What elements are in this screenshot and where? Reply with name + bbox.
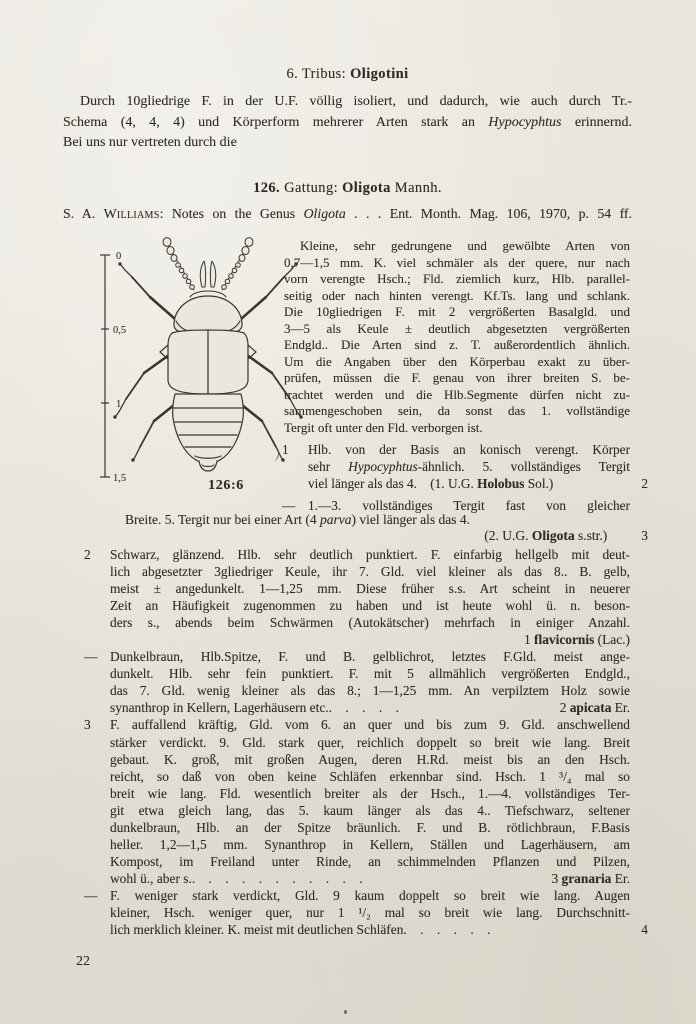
text-segment: erinnernd. bbox=[561, 114, 632, 130]
text-line bbox=[284, 354, 630, 371]
text-segment: Oligota bbox=[303, 206, 346, 221]
text-segment: Er. bbox=[611, 700, 630, 716]
text-line bbox=[308, 441, 630, 458]
line-text bbox=[110, 699, 399, 716]
text-segment: lich abgesetzter 3gliedriger Keule, ihr 7. Gld. viel kleiner als das 8.. B. gelb, bbox=[110, 564, 630, 580]
text-segment: Durch 10gliedrige F. in der U.F. völlig isoliert, und dadurch, wie auch durch Tr.- bbox=[80, 94, 632, 109]
text-segment: Holobus bbox=[477, 476, 525, 492]
text-line bbox=[284, 238, 630, 255]
key-subgenus-line bbox=[63, 528, 648, 544]
text-line bbox=[110, 921, 648, 938]
text-segment: Die 10gliedrigen F. mit 2 vergrößerten Basalgld. und bbox=[284, 304, 630, 320]
scale-bar bbox=[100, 255, 110, 477]
text-line bbox=[110, 819, 630, 836]
text-segment: git etwa gleich lang, das 5. kaum länger als das 4.. Tiefschwarz, seltener bbox=[110, 802, 630, 818]
text-line bbox=[110, 870, 630, 887]
text-line bbox=[110, 682, 630, 699]
text-line bbox=[110, 614, 630, 631]
text-line bbox=[284, 288, 630, 305]
text-segment: Zeit an Häufigkeit zugenommen zu haben und ist heute wohl ü. n. beson- bbox=[110, 598, 630, 614]
text-line bbox=[110, 802, 630, 819]
text-line bbox=[110, 734, 630, 751]
text-segment: dunkelt. Hlb. sehr fein punktiert. F. mit 5 allmählich vergrößerten Endgld., bbox=[110, 666, 630, 682]
text-line bbox=[284, 337, 630, 354]
text-line bbox=[110, 768, 630, 785]
text-segment: 3 bbox=[551, 870, 562, 886]
beetle-antennae bbox=[163, 238, 253, 290]
text-segment: ) viel länger als das 4. bbox=[351, 512, 470, 527]
text-line bbox=[110, 580, 630, 597]
couplet-marker: 1 bbox=[282, 442, 289, 457]
text-segment: 1 bbox=[524, 632, 535, 648]
text-line bbox=[110, 751, 630, 768]
text-segment: 4 bbox=[641, 922, 648, 938]
figure-caption: 126:6 bbox=[208, 478, 244, 493]
text-line bbox=[63, 133, 632, 154]
text-segment: Schwarz, glänzend. Hlb. sehr deutlich punktiert. F. einfarbig hellgelb mit deut- bbox=[110, 547, 630, 562]
couplet-marker: — bbox=[84, 649, 98, 665]
text-line bbox=[110, 716, 630, 733]
text-segment: viel länger als das 4. (1. U.G. bbox=[308, 476, 478, 492]
scale-tick-label: 1,5 bbox=[113, 473, 127, 484]
text-line bbox=[110, 836, 630, 853]
text-segment: Sol.) bbox=[524, 476, 554, 492]
tribus-heading bbox=[63, 66, 632, 83]
text-line bbox=[63, 113, 632, 134]
text-line bbox=[110, 853, 630, 870]
text-segment: Williams bbox=[103, 206, 160, 221]
scan-artifact bbox=[344, 1010, 347, 1014]
text-segment: sammengeschoben sein, da sonst das 1. vollständige bbox=[284, 403, 630, 419]
text-segment: Mannh. bbox=[390, 180, 442, 196]
key-couplet-3 bbox=[84, 716, 630, 886]
text-segment: Breite. 5. Tergit nur bei einer Art (4 bbox=[125, 512, 321, 527]
text-segment: flavicornis bbox=[534, 632, 595, 648]
reference-line bbox=[63, 206, 632, 222]
text-line bbox=[110, 904, 630, 921]
text-segment: Tergit oft unter den Fld. verborgen ist. bbox=[284, 420, 483, 436]
text-segment: Dunkelbraun, Hlb.Spitze, F. und B. gelblichrot, letztes F.Gld. meist ange- bbox=[110, 649, 630, 665]
text-line bbox=[284, 370, 630, 387]
text-line bbox=[284, 403, 630, 420]
text-segment: heller. 1,2—1,5 mm. Synanthrop in Kellern, Ställen und Lagerhäusern, am bbox=[110, 836, 630, 852]
text-segment: vorn verengte Hsch.; Fld. ziemlich kurz, Hlb. parallel- bbox=[284, 271, 630, 287]
subgenus-label bbox=[484, 528, 633, 544]
key-ref-or-species bbox=[560, 699, 630, 716]
text-segment: parva bbox=[320, 512, 352, 527]
text-segment: trachtet werden und die Hlb.Segmente dürfen nicht zu- bbox=[284, 386, 630, 402]
scale-tick-label: 0,5 bbox=[113, 325, 127, 336]
text-segment: reicht, so daß von oben keine Schläfen erkennbar sind. Hsch. 1 ³/₄ mal so bbox=[110, 768, 630, 784]
text-line bbox=[110, 665, 630, 682]
key-ref-number bbox=[641, 528, 648, 544]
scale-tick-label: 0 bbox=[116, 251, 122, 262]
key-continuation-line bbox=[125, 512, 645, 528]
text-segment: (Lac.) bbox=[594, 632, 630, 648]
text-segment: -ähnlich. 5. vollständiges Tergit bbox=[417, 459, 630, 475]
couplet-marker: 3 bbox=[84, 717, 91, 733]
text-segment: Schema (4, 4, 4) und Körperform mehrerer Arten stark an bbox=[63, 114, 489, 130]
genus-heading bbox=[63, 180, 632, 197]
line-text bbox=[110, 870, 363, 887]
line-text bbox=[308, 475, 553, 492]
text-segment: das 7. Gld. wenig kleiner als das 8.; 1—1,25 mm. An verpilztem Holz sowie bbox=[110, 683, 630, 699]
text-segment: Hlb. von der Basis an konisch verengt. Körper bbox=[308, 442, 630, 457]
text-segment: 6. Tribus: bbox=[286, 66, 351, 82]
text-segment: wohl ü., aber s.. . . . . . . . . . . bbox=[110, 870, 363, 886]
text-segment: Kleine, sehr gedrungene und gewölbte Arten von bbox=[300, 238, 630, 253]
text-segment: : Notes on the Genus bbox=[159, 206, 304, 221]
text-segment: Endgld.. Die Arten sind z. T. außerordentlich ähnlich. bbox=[284, 337, 630, 353]
text-segment: meist ± angedunkelt. 1—1,25 mm. Diese früher s.s. Art scheint in neuerer bbox=[110, 581, 630, 597]
couplet-marker: — bbox=[282, 497, 296, 513]
text-segment: Oligota bbox=[531, 528, 575, 543]
text-segment: sehr bbox=[308, 459, 349, 475]
text-segment: dunkelbraun, Hlb. an der Spitze bräunlich. F. und B. rötlichbraun, F.Basis bbox=[110, 819, 630, 835]
text-segment: . . . Ent. Month. Mag. 106, 1970, p. 54 ff. bbox=[345, 206, 632, 221]
text-line bbox=[110, 699, 630, 716]
text-segment: seitig oder nach hinten verengt. Kf.Ts. lang und schlank. bbox=[284, 287, 630, 303]
text-segment: kleiner, Hsch. weniger quer, nur 1 ¹/₂ mal so breit wie lang. Durchschnitt- bbox=[110, 904, 630, 920]
couplet-marker: 2 bbox=[84, 547, 91, 562]
text-line bbox=[284, 255, 630, 272]
text-segment: 126. bbox=[253, 180, 281, 196]
key-ref-or-species bbox=[641, 475, 648, 492]
text-segment: 3—5 als Keule ± deutlich abgesetzten vergrößerten bbox=[284, 320, 630, 336]
text-line bbox=[110, 887, 630, 904]
text-segment: stärker verdickt. 9. Gld. stark quer, reichlich doppelt so breit wie lang. Breit bbox=[110, 734, 630, 750]
text-segment: granaria bbox=[561, 870, 612, 886]
text-segment: Gattung: bbox=[280, 180, 343, 196]
text-segment: Hypocyphtus bbox=[348, 459, 418, 475]
text-line bbox=[284, 321, 630, 338]
text-line bbox=[308, 458, 630, 475]
text-line bbox=[110, 785, 630, 802]
genus-description bbox=[284, 238, 630, 437]
text-line bbox=[284, 271, 630, 288]
text-segment: breit wie lang. Fld. wesentlich breiter als der Hsch., 1.—4. vollständiges Ter- bbox=[110, 785, 630, 801]
scale-tick-label: 1 bbox=[116, 399, 122, 410]
text-segment: synanthrop in Kellern, Lagerhäusern etc.. . . . . bbox=[110, 700, 399, 716]
text-segment: (2. U.G. bbox=[484, 528, 532, 543]
text-line bbox=[110, 546, 630, 563]
key-column bbox=[282, 441, 648, 514]
text-segment: Oligotini bbox=[350, 66, 409, 82]
key-couplet-3-alt bbox=[84, 887, 648, 938]
text-segment: 2 bbox=[641, 476, 648, 492]
text-segment: 3 bbox=[641, 528, 648, 543]
text-segment: Er. bbox=[611, 870, 630, 886]
page-number: 22 bbox=[76, 954, 90, 969]
beetle-illustration bbox=[113, 238, 302, 471]
beetle-pronotum bbox=[174, 296, 242, 333]
text-line bbox=[110, 563, 630, 580]
text-segment: Kompost, im Freiland unter Rinde, an schimmelnden Pflanzen und Pilzen, bbox=[110, 853, 630, 869]
line-text bbox=[110, 921, 490, 938]
key-couplet-1 bbox=[282, 441, 648, 493]
text-segment: prüfen, müssen die F. genau von ihrer breiten S. be- bbox=[284, 370, 630, 386]
text-segment: Um die Angaben über den Körperbau exakt zu über- bbox=[284, 353, 630, 369]
text-line bbox=[110, 597, 630, 614]
text-segment: 1.—3. vollständiges Tergit fast von gleicher bbox=[308, 497, 630, 513]
text-segment: ders s., abends beim Schwärmen (Autokätscher) mehrfach in einiger Anzahl. bbox=[110, 615, 630, 631]
text-segment: s.str.) bbox=[574, 528, 608, 543]
key-ref-or-species bbox=[552, 870, 631, 887]
text-line bbox=[284, 304, 630, 321]
text-segment: Hypocyphtus bbox=[488, 114, 562, 130]
text-segment: Bei uns nur vertreten durch die bbox=[63, 135, 237, 150]
text-line bbox=[110, 648, 630, 665]
text-line bbox=[284, 420, 630, 437]
text-segment: 2 bbox=[559, 700, 570, 716]
text-segment: apicata bbox=[569, 700, 612, 716]
key-main bbox=[84, 546, 648, 938]
beetle-body bbox=[160, 296, 256, 471]
text-line bbox=[308, 475, 648, 492]
key-couplet-2-alt bbox=[84, 648, 630, 716]
text-segment: gebaut. K. groß, mit großen Augen, deren H.Rd. meist bis an den Hsch. bbox=[110, 751, 630, 767]
text-segment: Oligota bbox=[342, 180, 391, 196]
text-segment: F. auffallend kräftig, Gld. vom 6. an quer und bis zum 9. Gld. anschwellend bbox=[110, 717, 630, 733]
text-segment: lich merklich kleiner. K. meist mit deutlichen Schläfen. . . . . . bbox=[110, 922, 491, 938]
text-segment: F. weniger stark verdickt, Gld. 9 kaum doppelt so breit wie lang. Augen bbox=[110, 887, 630, 903]
text-line bbox=[63, 92, 632, 113]
text-line bbox=[284, 387, 630, 404]
key-ref-or-species bbox=[641, 921, 648, 938]
text-segment: S. A. bbox=[63, 206, 104, 221]
beetle-abdomen bbox=[173, 394, 244, 462]
intro-paragraph bbox=[63, 92, 632, 154]
key-couplet-2 bbox=[84, 546, 630, 648]
text-line bbox=[110, 631, 630, 648]
beetle-head bbox=[190, 261, 226, 297]
couplet-marker: — bbox=[84, 887, 98, 903]
text-segment: 0,7—1,5 mm. K. viel schmäler als der quere, nur nach bbox=[284, 254, 630, 270]
